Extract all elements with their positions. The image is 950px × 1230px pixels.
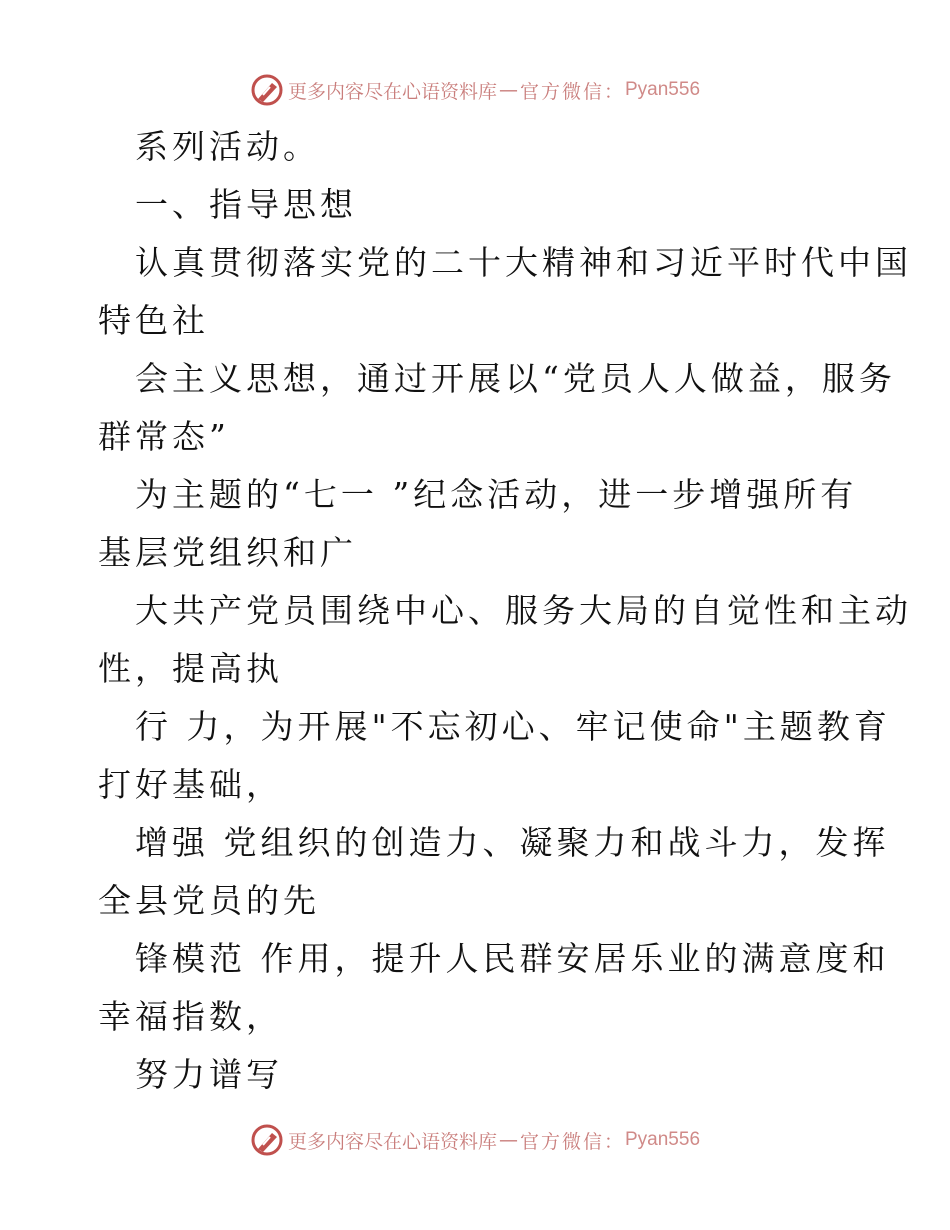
pen-logo-icon [250,73,284,107]
text-line: 群常态” [98,417,230,456]
watermark-main-text: 更多内容尽在心语资料库 [287,80,497,103]
text-line: 系列活动。 [135,127,320,166]
watermark-dash: — [498,1129,518,1151]
text-line: 全县党员的先 [98,881,320,920]
text-line: 为主题的“七一 ”纪念活动，进一步增强所有 [135,475,858,514]
footer-watermark [0,1120,950,1160]
text-line: 行 力，为开展"不忘初心、牢记使命"主题教育 [135,707,891,746]
watermark-dash: — [498,79,518,101]
section-heading: 一、指导思想 [135,185,357,224]
watermark-wechat-label: 官方微信： [519,80,625,103]
text-line: 性，提高执 [98,649,283,688]
text-line: 增强 党组织的创造力、凝聚力和战斗力，发挥 [135,823,890,862]
text-line: 认真贯彻落实党的二十大精神和习近平时代中国 [135,243,912,282]
text-line: 幸福指数， [98,997,283,1036]
pen-logo-icon [250,1123,284,1157]
text-line: 锋模范 作用，提升人民群安居乐业的满意度和 [135,939,890,978]
watermark-wechat-id: Pyan556 [625,79,701,100]
text-line: 特色社 [98,301,209,340]
header-watermark [0,70,950,110]
watermark-main-text: 更多内容尽在心语资料库 [287,1130,497,1153]
document-body [98,118,912,1104]
watermark-wechat-id: Pyan556 [625,1129,701,1150]
text-line: 打好基础， [98,765,283,804]
text-line: 努力谱写 [135,1055,283,1094]
text-line: 大共产党员围绕中心、服务大局的自觉性和主动 [135,591,912,630]
text-line: 会主义思想，通过开展以“党员人人做益，服务 [135,359,896,398]
text-line: 基层党组织和广 [98,533,357,572]
watermark-wechat-label: 官方微信： [519,1130,625,1153]
